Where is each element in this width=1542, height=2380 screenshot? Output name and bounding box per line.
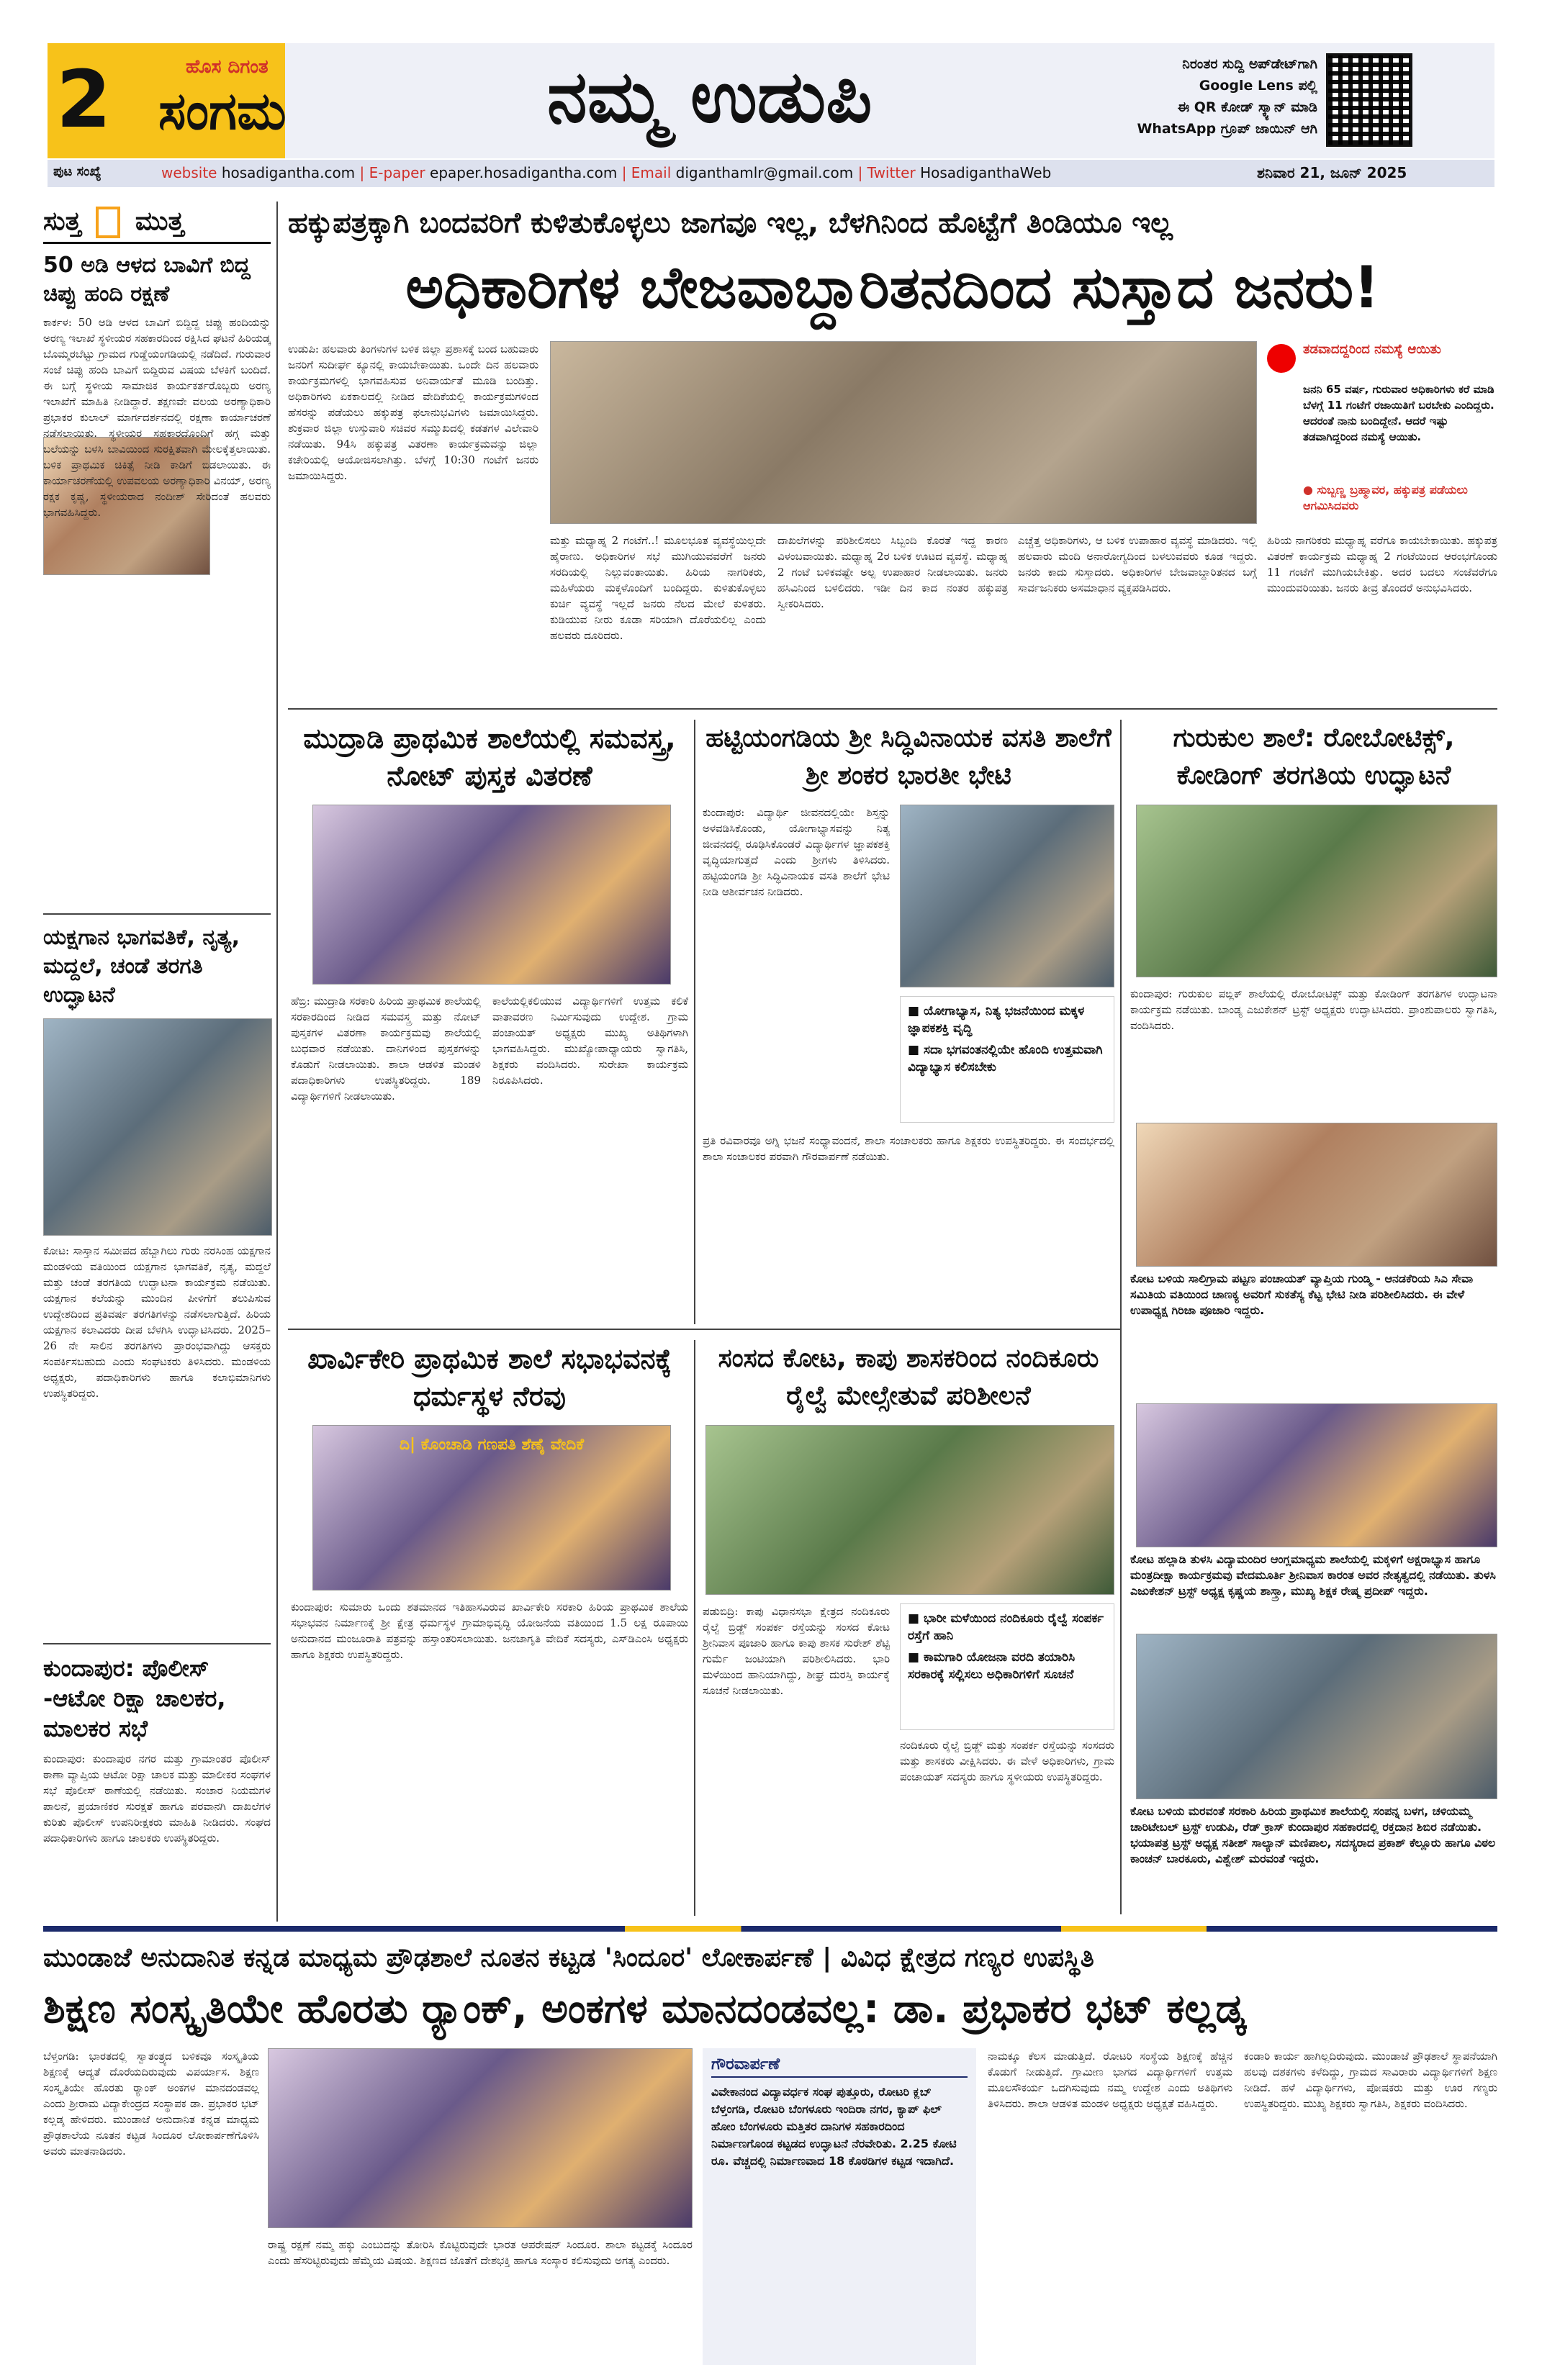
story-headline: 50 ಅಡಿ ಆಳದ ಬಾವಿಗೆ ಬಿದ್ದ ಚಿಪ್ಪು ಹಂದಿ ರಕ್ಷಣೆ <box>43 253 251 307</box>
info-box-title: ಗೌರವಾರ್ಪಣೆ <box>711 2055 968 2078</box>
highlight-text: ಭಾರೀ ಮಳೆಯಿಂದ ನಂದಿಕೂರು ರೈಲ್ವೆ ಸಂಪರ್ಕ ರಸ್ತೆಗೆ ಹಾನಿ <box>908 1611 1104 1643</box>
vodafone-icon <box>1267 344 1296 373</box>
story-body: ಪಡುಬಿದ್ರಿ: ಕಾಪು ವಿಧಾನಸಭಾ ಕ್ಷೇತ್ರದ ನಂದಿಕೂರು ರೈಲ್ವೆ ಬ್ರಿಡ್ಜ್ ಸಂಪರ್ಕ ರಸ್ತೆಯನ್ನು ಸಂಸದ ಕೋಟ ಶ್ರೀನಿವಾಸ ಪೂಜಾರಿ ಹಾಗೂ ಕಾಪು ಶಾಸಕ ಸುರೇಶ್ ಶೆಟ್ಟಿ ಗುರ್ಮೆ ಜಂಟಿಯಾಗಿ ಪರಿಶೀಲಿಸಿದರು. ಭಾರಿ ಮಳೆಯಿಂದ ಹಾನಿಯಾಗಿದ್ದು, ಶೀಘ್ರ ದುರಸ್ತಿ ಕಾರ್ಯಕ್ಕೆ ಸೂಚನೆ ನೀಡಲಾಯಿತು. <box>703 1605 890 1697</box>
story-body: ನಾಮಕ್ಕೂ ಕೆಲಸ ಮಾಡುತ್ತಿದೆ. ರೋಟರಿ ಸಂಸ್ಥೆಯ ಶಿಕ್ಷಣಕ್ಕೆ ಹೆಚ್ಚಿನ ಕೊಡುಗೆ ನೀಡುತ್ತಿದೆ. ಗ್ರಾಮೀಣ ಭಾಗದ ವಿದ್ಯಾರ್ಥಿಗಳಿಗೆ ಉತ್ತಮ ಮೂಲಸೌಕರ್ಯ ಒದಗಿಸುವುದು ನಮ್ಮ ಉದ್ದೇಶ ಎಂದು ಅತಿಥಿಗಳು ತಿಳಿಸಿದರು. ಶಾಲಾ ಆಡಳಿತ ಮಂಡಳಿ ಅಧ್ಯಕ್ಷರು ಅಧ್ಯಕ್ಷತೆ ವಹಿಸಿದ್ದರು. <box>988 2050 1232 2110</box>
story-body: ಬೆಳ್ತಂಗಡಿ: ಭಾರತದಲ್ಲಿ ಸ್ವಾತಂತ್ರ್ಯದ ಬಳಿಕವೂ ಸಂಸ್ಕೃತಿಯ ಶಿಕ್ಷಣಕ್ಕೆ ಆದ್ಯತೆ ದೊರೆಯದಿರುವುದು ವಿಪರ್ಯಾಸ. ಶಿಕ್ಷಣ ಸಂಸ್ಕೃತಿಯೇ ಹೊರತು ರ್‍ಯಾಂಕ್ ಅಂಕಗಳ ಮಾನದಂಡವಲ್ಲ ಎಂದು ಶ್ರೀರಾಮ ವಿದ್ಯಾಕೇಂದ್ರದ ಸಂಸ್ಥಾಪಕ ಡಾ. ಪ್ರಭಾಕರ ಭಟ್ ಕಲ್ಲಡ್ಕ ಹೇಳಿದರು. ಮುಂಡಾಜೆ ಅನುದಾನಿತ ಕನ್ನಡ ಮಾಧ್ಯಮ ಪ್ರೌಢಶಾಲೆಯ ನೂತನ ಕಟ್ಟಡ ಸಿಂದೂರ ಲೋಕಾರ್ಪಣೆಗೊಳಿಸಿ ಅವರು ಮಾತನಾಡಿದರು. <box>43 2050 259 2158</box>
lead-body-col4: ಎಚ್ಚೆತ್ತ ಅಧಿಕಾರಿಗಳು, ಆ ಬಳಿಕ ಉಪಾಹಾರ ವ್ಯವಸ್ಥೆ ಮಾಡಿದರು. ಇಲ್ಲಿ ಹಲವಾರು ಮಂದಿ ಅನಾರೋಗ್ಯದಿಂದ ಬಳಲುವವರು ಕೂಡ ಇದ್ದರು. ಜನರು ಕಾದು ಸುಸ್ತಾದರು. ಅಧಿಕಾರಿಗಳ ಬೇಜವಾಬ್ದಾರಿತನದ ಬಗ್ಗೆ ಸಾರ್ವಜನಿಕರು ಅಸಮಾಧಾನ ವ್ಯಕ್ತಪಡಿಸಿದರು. <box>1018 534 1257 594</box>
info-box-body: ವಿವೇಕಾನಂದ ವಿದ್ಯಾವರ್ಧಕ ಸಂಘ ಪುತ್ತೂರು, ರೋಟರಿ ಕ್ಲಬ್ ಬೆಳ್ತಂಗಡಿ, ರೋಟರಿ ಬೆಂಗಳೂರು ಇಂದಿರಾ ನಗರ, ಕ್ಯಾಪ್ ಫಿಲ್ ಹೋಂ ಬೆಂಗಳೂರು ಮತ್ತಿತರ ದಾನಿಗಳ ಸಹಕಾರದಿಂದ ನಿರ್ಮಾಣಗೊಂಡ ಕಟ್ಟಡದ ಉದ್ಘಾಟನೆ ನೆರವೇರಿತು. 2.25 ಕೋಟಿ ರೂ. ವೆಚ್ಚದಲ್ಲಿ ನಿರ್ಮಾಣವಾದ 18 ಕೊಠಡಿಗಳ ಕಟ್ಟಡ ಇದಾಗಿದೆ. <box>711 2085 957 2168</box>
story-body-cont <box>43 582 271 899</box>
quote-kicker: ತಡವಾದದ್ದರಿಂದ ನಮಸ್ಯೆ ಆಯಿತು <box>1303 342 1441 357</box>
epaper-label: E-paper <box>369 164 425 181</box>
story-photo <box>312 1425 671 1591</box>
highlight-box <box>900 1603 1114 1730</box>
email-label: Email <box>631 164 672 181</box>
issue-date: ಶನಿವಾರ 21, ಜೂನ್ 2025 <box>1257 164 1407 181</box>
lead-photo <box>550 341 1257 524</box>
lead-body-col1: ಉಡುಪಿ: ಹಲವಾರು ತಿಂಗಳುಗಳ ಬಳಿಕ ಜಿಲ್ಲಾ ಪ್ರಶಾಸಕ್ಕೆ ಬಂದ ಬಹುವಾರು ಜನರಿಗೆ ಸುದೀರ್ಘ ಕ್ಯೂನಲ್ಲಿ ಕಾಯಬೇಕಾಯಿತು. ಒಂದೇ ದಿನ ಹಲವಾರು ಕಾರ್ಯಕ್ರಮಗಳಲ್ಲಿ ಭಾಗವಹಿಸುವ ಅನಿವಾರ್ಯತೆ ಮೂಡಿ ಬಂದಿತ್ತು. ಅಧಿಕಾರಿಗಳು ಏಕಕಾಲದಲ್ಲಿ ನೀಡಿದ ವೇದಿಕೆಯಲ್ಲಿ ಕಾರ್ಯಕ್ರಮಗಳಿಂದ ಹೆಸರನ್ನು ಪಡೆಯಲು ಹಕ್ಕುಪತ್ರ ಫಲಾನುಭವಿಗಳು ಜಮಾಯಿಸಿದ್ದರು. ಶುಕ್ರವಾರ ಜಿಲ್ಲಾ ಉಸ್ತುವಾರಿ ಸಚಿವರ ಸಮ್ಮುಖದಲ್ಲಿ ಕಡತಗಳ ವಿಲೇವಾರಿ ನಡೆಯಿತು. 94ಸಿ ಹಕ್ಕುಪತ್ರ ವಿತರಣಾ ಕಾರ್ಯಕ್ರಮವನ್ನು ಜಿಲ್ಲಾ ಕಚೇರಿಯಲ್ಲಿ ಆಯೋಜಿಸಲಾಗಿತ್ತು. ಬೆಳಗ್ಗೆ 10:30 ಗಂಟೆಗೆ ಜನರು ಜಮಾಯಿಸಿದ್ದರು. <box>288 343 538 482</box>
promo-line: ನಿರಂತರ ಸುದ್ದಿ ಅಪ್‌ಡೇಟ್‌ಗಾಗಿ <box>1182 56 1317 72</box>
website-label: website <box>161 164 217 181</box>
section-label-a: ಸುತ್ತ <box>43 207 81 236</box>
info-links: website hosadigantha.com | E-paper epaper.hosadigantha.com | Email diganthamlr@gmail.com | Twitter HosadiganthaWeb <box>161 164 1052 181</box>
story-body: ಕಂಡಾರಿ ಕಾರ್ಯ ಹಾಗಿಲ್ಲದಿರುವುದು. ಮುಂಡಾಜೆ ಪ್ರೌಢಶಾಲೆ ಸ್ಥಾಪನೆಯಾಗಿ ಹಲವು ದಶಕಗಳು ಕಳೆದಿದ್ದು, ಗ್ರಾಮದ ಸಾವಿರಾರು ವಿದ್ಯಾರ್ಥಿಗಳಿಗೆ ಶಿಕ್ಷಣ ನೀಡಿದೆ. ಹಳೆ ವಿದ್ಯಾರ್ಥಿಗಳು, ಪೋಷಕರು ಮತ್ತು ಊರ ಗಣ್ಯರು ಉಪಸ್ಥಿತರಿದ್ದರು. ಮುಖ್ಯ ಶಿಕ್ಷಕರು ಸ್ವಾಗತಿಸಿ, ಶಿಕ್ಷಕರು ವಂದಿಸಿದರು. <box>1244 2050 1497 2110</box>
story-photo <box>900 805 1114 987</box>
photo-caption: ಕೋಟ ಹಲ್ಲಾಡಿ ತುಳಸಿ ವಿದ್ಯಾಮಂದಿರ ಆಂಗ್ಲಮಾಧ್ಯಮ ಶಾಲೆಯಲ್ಲಿ ಮಕ್ಕಳಿಗೆ ಅಕ್ಷರಾಭ್ಯಾಸ ಹಾಗೂ ಮಂತ್ರದೀಕ್ಷಾ ಕಾರ್ಯಕ್ರಮವು ವೇದಮೂರ್ತಿ ಶ್ರೀನಿವಾಸ ಕಾರಂತ ಅವರ ನೇತೃತ್ವದಲ್ಲಿ ನಡೆಯಿತು. ತುಳಸಿ ಎಜುಕೇಶನ್ ಟ್ರಸ್ಟ್ ಅಧ್ಯಕ್ಷ ಕೃಷ್ಣಯ ಶಾಸ್ತ್ರಾ, ಮುಖ್ಯ ಶಿಕ್ಷಕ ರೇಷ್ಮ ಪ್ರದೀಪ್ ಇದ್ದರು. <box>1130 1552 1496 1598</box>
story-body: ಕುಂದಾಪುರ: ವಿದ್ಯಾರ್ಥಿ ಜೀವನದಲ್ಲಿಯೇ ಶಿಸ್ತನ್ನು ಅಳವಡಿಸಿಕೊಂಡು, ಯೋಗಾಭ್ಯಾಸವನ್ನು ನಿತ್ಯ ಜೀವನದಲ್ಲಿ ರೂಢಿಸಿಕೊಂಡರೆ ವಿದ್ಯಾರ್ಥಿಗಳ ಜ್ಞಾಪಕಶಕ್ತಿ ವೃದ್ಧಿಯಾಗುತ್ತದೆ ಎಂದು ಶ್ರೀಗಳು ತಿಳಿಸಿದರು. ಹಟ್ಟಿಯಂಗಡಿ ಶ್ರೀ ಸಿದ್ಧಿವಿನಾಯಕ ವಸತಿ ಶಾಲೆಗೆ ಭೇಟಿ ನೀಡಿ ಆಶೀರ್ವಚನ ನೀಡಿದರು. <box>703 806 890 898</box>
highlight-item: ■ ಸದಾ ಭಗವಂತನಲ್ಲಿಯೇ ಹೊಂದಿ ಉತ್ತಮವಾಗಿ ವಿದ್ಯಾಭ್ಯಾಸ ಕಲಿಸಬೇಕು <box>908 1043 1103 1074</box>
highlight-item: ■ ಭಾರೀ ಮಳೆಯಿಂದ ನಂದಿಕೂರು ರೈಲ್ವೆ ಸಂಪರ್ಕ ರಸ್ತೆಗೆ ಹಾನಿ <box>908 1611 1104 1643</box>
story-body: ಕಾರ್ಕಳ: 50 ಅಡಿ ಆಳದ ಬಾವಿಗೆ ಬಿದ್ದಿದ್ದ ಚಿಪ್ಪು ಹಂದಿಯನ್ನು ಅರಣ್ಯ ಇಲಾಖೆ ಸ್ಥಳೀಯರ ಸಹಕಾರದಿಂದ ರಕ್ಷಿಸಿದ ಘಟನೆ ಹಿರಿಯಡ್ಕ ಬೊಮ್ಮರಬೆಟ್ಟು ಗ್ರಾಮದ ಗುಡ್ಡೆಯಂಗಡಿಯಲ್ಲಿ ನಡೆದಿದೆ. ಗುರುವಾರ ಸಂಜೆ ಚಿಪ್ಪು ಹಂದಿ ಬಾವಿಗೆ ಬಿದ್ದಿರುವ ವಿಷಯ ಬೆಳಕಿಗೆ ಬಂದಿದೆ. ಈ ಬಗ್ಗೆ ಸ್ಥಳೀಯ ಸಾಮಾಜಿಕ ಕಾರ್ಯಕರ್ತರೊಬ್ಬರು ಅರಣ್ಯ ಇಲಾಖೆಗೆ ಮಾಹಿತಿ ನೀಡಿದ್ದಾರೆ. ತಕ್ಷಣವೇ ವಲಯ ಅರಣ್ಯಾಧಿಕಾರಿ ಪ್ರಭಾಕರ ಕುಲಾಲ್ ಮಾರ್ಗದರ್ಶನದಲ್ಲಿ ರಕ್ಷಣಾ ಕಾರ್ಯಾಚರಣೆ ನಡೆಸಲಾಯಿತು. ಸ್ಥಳೀಯರ ಸಹಕಾರದೊಂದಿಗೆ ಹಗ್ಗ ಮತ್ತು ಬಲೆಯನ್ನು ಬಳಸಿ ಬಾವಿಯಿಂದ ಸುರಕ್ಷಿತವಾಗಿ ಮೇಲಕ್ಕೆತ್ತಲಾಯಿತು. ಬಳಿಕ ಪ್ರಾಥಮಿಕ ಚಿಕಿತ್ಸೆ ನೀಡಿ ಕಾಡಿಗೆ ಬಿಡಲಾಯಿತು. ಈ ಕಾರ್ಯಾಚರಣೆಯಲ್ಲಿ ಉಪವಲಯ ಅರಣ್ಯಾಧಿಕಾರಿ ವಿನಯ್, ಅರಣ್ಯ ರಕ್ಷಕ ಕೃಷ್ಣ, ಸ್ಥಳೀಯರಾದ ನಂದೀಶ್ ಸೇರಿದಂತೆ ಹಲವರು ಭಾಗವಹಿಸಿದ್ದರು. <box>43 316 271 519</box>
lead-kicker: ಹಕ್ಕುಪತ್ರಕ್ಕಾಗಿ ಬಂದವರಿಗೆ ಕುಳಿತುಕೊಳ್ಳಲು ಜಾಗವೂ ಇಲ್ಲ, ಬೆಳಗಿನಿಂದ ಹೊಟ್ಟೆಗೆ ತಿಂಡಿಯೂ ಇಲ್ಲ <box>288 207 1173 240</box>
highlight-text: ಕಾಮಗಾರಿ ಯೋಜನಾ ವರದಿ ತಯಾರಿಸಿ ಸರಕಾರಕ್ಕೆ ಸಲ್ಲಿಸಲು ಅಧಿಕಾರಿಗಳಿಗೆ ಸೂಚನೆ <box>908 1650 1076 1682</box>
story-headline: ಸಂಸದ ಕೋಟ, ಕಾಪು ಶಾಸಕರಿಂದ ನಂದಿಕೂರು ರೈಲ್ವೆ ಮೇಲ್ಸೇತುವೆ ಪರಿಶೀಲನೆ <box>718 1344 1099 1411</box>
column-divider <box>694 1340 695 1916</box>
story-photo <box>1136 1403 1497 1547</box>
row-divider <box>288 708 1497 710</box>
story-body: ಕಾಲೆಯಲ್ಲಿಕಲಿಯುವ ವಿದ್ಯಾರ್ಥಿಗಳಿಗೆ ಉತ್ತಮ ಕಲಿಕೆ ವಾತಾವರಣ ನಿರ್ಮಿಸುವುದು ಉದ್ದೇಶ. ಗ್ರಾಮ ಪಂಚಾಯತ್ ಅಧ್ಯಕ್ಷರು ಮುಖ್ಯ ಅತಿಥಿಗಳಾಗಿ ಭಾಗವಹಿಸಿದ್ದರು. ಮುಖ್ಯೋಪಾಧ್ಯಾಯರು ಸ್ವಾಗತಿಸಿ, ಶಿಕ್ಷಕರು ವಂದಿಸಿದರು. ಸುರೇಖಾ ಕಾರ್ಯಕ್ರಮ ನಿರೂಪಿಸಿದರು. <box>492 995 688 1087</box>
info-box <box>703 2048 976 2365</box>
highlight-box <box>900 996 1114 1123</box>
story-headline: ಮುದ್ರಾಡಿ ಪ್ರಾಥಮಿಕ ಶಾಲೆಯಲ್ಲಿ ಸಮವಸ್ತ್ರ, ನೋಟ್ ಪುಸ್ತಕ ವಿತರಣೆ <box>303 723 676 792</box>
highlight-item: ■ ಕಾಮಗಾರಿ ಯೋಜನಾ ವರದಿ ತಯಾರಿಸಿ ಸರಕಾರಕ್ಕೆ ಸಲ್ಲಿಸಲು ಅಧಿಕಾರಿಗಳಿಗೆ ಸೂಚನೆ <box>908 1650 1076 1682</box>
story-headline: ಯಕ್ಷಗಾನ ಭಾಗವತಿಕೆ, ನೃತ್ಯ, ಮದ್ದಲೆ, ಚಂಡೆ ತರಗತಿ ಉದ್ಘಾಟನೆ <box>43 913 271 1010</box>
story-headline: ಕುಂದಾಪುರ: ಪೊಲೀಸ್ -ಆಟೋ ರಿಕ್ಷಾ ಚಾಲಕರ, ಮಾಲಕರ ಸಭೆ <box>43 1643 271 1744</box>
brand-small: ಹೊಸ ದಿಗಂತ <box>186 56 269 78</box>
row-divider <box>288 1329 1120 1330</box>
section-label <box>43 202 271 244</box>
lead-headline: ಅಧಿಕಾರಿಗಳ ಬೇಜವಾಬ್ದಾರಿತನದಿಂದ ಸುಸ್ತಾದ ಜನರು! <box>405 254 1380 321</box>
story-headline: ಗುರುಕುಲ ಶಾಲೆ: ರೋಬೋಟಿಕ್ಸ್, ಕೋಡಿಂಗ್ ತರಗತಿಯ ಉದ್ಘಾಟನೆ <box>1173 723 1455 790</box>
epaper-link[interactable]: epaper.hosadigantha.com <box>430 164 618 181</box>
photo-caption: ಕೋಟ ಬಳಿಯ ಮರವಂತೆ ಸರಕಾರಿ ಹಿರಿಯ ಪ್ರಾಥಮಿಕ ಶಾಲೆಯಲ್ಲಿ ಸಂಪನ್ನ ಬಳಗ, ಚಳಿಯಮ್ಮ ಚಾರಿಟೇಬಲ್ ಟ್ರಸ್ಟ್ ಉಡುಪಿ, ರೆಡ್ ಕ್ರಾಸ್ ಕುಂದಾಪುರ ಸಹಕಾರದಲ್ಲಿ ರಕ್ತದಾನ ಶಿಬಿರ ನಡೆಯಿತು. ಭಯಾಪತ್ರ ಟ್ರಸ್ಟ್ ಅಧ್ಯಕ್ಷ ಸತೀಶ್ ಸಾಲ್ಯಾನ್ ಮಣಿಪಾಲ, ಸದಸ್ಯರಾದ ಪ್ರಕಾಶ್ ಕೆಲ್ಲೂರು ಹಾಗೂ ವಿಠಲ ಕಾಂಚನ್ ಬಾರಕೂರು, ವಿಶ್ವೇಶ್ ಮರವಂತೆ ಇದ್ದರು. <box>1130 1804 1496 1865</box>
story-body: ಕುಂದಾಪುರ: ಗುರುಕುಲ ಪಬ್ಲಿಕ್ ಶಾಲೆಯಲ್ಲಿ ರೋಬೋಟಿಕ್ಸ್ ಮತ್ತು ಕೋಡಿಂಗ್ ತರಗತಿಗಳ ಉದ್ಘಾಟನಾ ಕಾರ್ಯಕ್ರಮ ನಡೆಯಿತು. ಬಾಂಡ್ಯ ಎಜುಕೇಶನ್ ಟ್ರಸ್ಟ್ ಅಧ್ಯಕ್ಷರು ಉದ್ಘಾಟಿಸಿದರು. ಪ್ರಾಂಶುಪಾಲರು ಸ್ವಾಗತಿಸಿ, ವಂದಿಸಿದರು. <box>1130 987 1497 1032</box>
bottom-headline: ಶಿಕ್ಷಣ ಸಂಸ್ಕೃತಿಯೇ ಹೊರತು ರ್‍ಯಾಂಕ್, ಅಂಕಗಳ ಮಾನದಂಡವಲ್ಲ: ಡಾ. ಪ್ರಭಾಕರ ಭಟ್ ಕಲ್ಲಡ್ಕ <box>43 1986 1245 2032</box>
highlight-item: ■ ಯೋಗಾಭ್ಯಾಸ, ನಿತ್ಯ ಭಜನೆಯಿಂದ ಮಕ್ಕಳ ಜ್ಞಾಪಕಶಕ್ತಿ ವೃದ್ಧಿ <box>908 1004 1085 1036</box>
page-label: ಪುಟ ಸಂಖ್ಯೆ <box>53 164 102 179</box>
column-divider <box>276 202 278 1922</box>
promo-line: Google Lens ಪಲ್ಲಿ <box>1199 78 1317 94</box>
highlight-text: ಯೋಗಾಭ್ಯಾಸ, ನಿತ್ಯ ಭಜನೆಯಿಂದ ಮಕ್ಕಳ ಜ್ಞಾಪಕಶಕ್ತಿ ವೃದ್ಧಿ <box>908 1004 1085 1036</box>
quote-attribution-text: ಸುಬ್ಬಣ್ಣ ಬ್ರಹ್ಮಾವರ, ಹಕ್ಕುಪತ್ರ ಪಡೆಯಲು ಆಗಮಿಸಿದವರು <box>1303 483 1468 512</box>
lead-body-col3: ದಾಖಲೆಗಳನ್ನು ಪರಿಶೀಲಿಸಲು ಸಿಬ್ಬಂದಿ ಕೊರತೆ ಇದ್ದ ಕಾರಣ ವಿಳಂಬವಾಯಿತು. ಮಧ್ಯಾಹ್ನ 2ರ ಬಳಿಕ ಊಟದ ವ್ಯವಸ್ಥೆ. ಮಧ್ಯಾಹ್ನ 2 ಗಂಟೆ ಬಳಿಕವಷ್ಟೇ ಅಲ್ಪ ಉಪಾಹಾರ ನೀಡಲಾಯಿತು. ಜನರು ಹಸಿವಿನಿಂದ ಬಳಲಿದರು. ಇಡೀ ದಿನ ಕಾದ ನಂತರ ಹಕ್ಕುಪತ್ರ ಸ್ವೀಕರಿಸಿದರು. <box>777 534 1008 610</box>
story-photo <box>705 1425 1114 1595</box>
story-body: ಕೋಟ: ಸಾಸ್ತಾನ ಸಮೀಪದ ಹೆಬ್ಬಾಗಿಲು ಗುರು ನರಸಿಂಹ ಯಕ್ಷಗಾನ ಮಂಡಳಿಯ ವತಿಯಿಂದ ಯಕ್ಷಗಾನ ಭಾಗವತಿಕೆ, ನೃತ್ಯ, ಮದ್ದಲೆ ಮತ್ತು ಚಂಡೆ ತರಗತಿಯ ಉದ್ಘಾಟನಾ ಕಾರ್ಯಕ್ರಮ ನಡೆಯಿತು. ಯಕ್ಷಗಾನ ಕಲೆಯನ್ನು ಮುಂದಿನ ಪೀಳಿಗೆಗೆ ತಲುಪಿಸುವ ಉದ್ದೇಶದಿಂದ ಪ್ರತಿವರ್ಷ ತರಗತಿಗಳನ್ನು ನಡೆಸಲಾಗುತ್ತಿದೆ. ಹಿರಿಯ ಯಕ್ಷಗಾನ ಕಲಾವಿದರು ದೀಪ ಬೆಳಗಿಸಿ ಉದ್ಘಾಟಿಸಿದರು. 2025–26 ನೇ ಸಾಲಿನ ತರಗತಿಗಳು ಪ್ರಾರಂಭವಾಗಿದ್ದು ಆಸಕ್ತರು ಸಂಪರ್ಕಿಸಬಹುದು ಎಂದು ಸಂಘಟಕರು ತಿಳಿಸಿದರು. ಮಂಡಳಿಯ ಅಧ್ಯಕ್ಷರು, ಪದಾಧಿಕಾರಿಗಳು ಹಾಗೂ ಕಲಾಭಿಮಾನಿಗಳು ಉಪಸ್ಥಿತರಿದ್ದರು. <box>43 1244 271 1400</box>
quote-body: ಜನನಿ 65 ವರ್ಷ, ಗುರುವಾರ ಅಧಿಕಾರಿಗಳು ಕರೆ ಮಾಡಿ ಬೆಳಗ್ಗೆ 11 ಗಂಟೆಗೆ ರಜಾಯಿತಿಗೆ ಬರಬೇಕು ಎಂದಿದ್ದರು. ಆದರಂತೆ ನಾನು ಬಂದಿದ್ದೇನೆ. ಆದರೆ ಇಷ್ಟು ತಡವಾಗಿದ್ದರಿಂದ ನಮಸ್ಯೆ ಆಯಿತು. <box>1303 383 1494 443</box>
quote-box <box>1267 341 1497 524</box>
story-headline: ಹಟ್ಟಿಯಂಗಡಿಯ ಶ್ರೀ ಸಿದ್ಧಿವಿನಾಯಕ ವಸತಿ ಶಾಲೆಗೆ ಶ್ರೀ ಶಂಕರ ಭಾರತೀ ಭೇಟಿ <box>705 723 1112 790</box>
column-divider <box>694 720 695 1324</box>
twitter-label: Twitter <box>867 164 916 181</box>
story-body: ನಂದಿಕೂರು ರೈಲ್ವೆ ಬ್ರಿಡ್ಜ್ ಮತ್ತು ಸಂಪರ್ಕ ರಸ್ತೆಯನ್ನು ಸಂಸದರು ಮತ್ತು ಶಾಸಕರು ವೀಕ್ಷಿಸಿದರು. ಈ ವೇಳೆ ಅಧಿಕಾರಿಗಳು, ಗ್ರಾಮ ಪಂಚಾಯತ್ ಸದಸ್ಯರು ಹಾಗೂ ಸ್ಥಳೀಯರು ಉಪಸ್ಥಿತರಿದ್ದರು. <box>900 1739 1114 1783</box>
lead-body-col2: ಮತ್ತು ಮಧ್ಯಾಹ್ನ 2 ಗಂಟೆಗೆ..! ಮೂಲಭೂತ ವ್ಯವಸ್ಥೆಯಿಲ್ಲದೇ ಹೈರಾಣು. ಅಧಿಕಾರಿಗಳ ಸಭೆ ಮುಗಿಯುವವರೆಗೆ ಜನರು ಸರದಿಯಲ್ಲಿ ನಿಲ್ಲುವಂತಾಯಿತು. ಹಿರಿಯ ನಾಗರಿಕರು, ಮಹಿಳೆಯರು ಮಕ್ಕಳೊಂದಿಗೆ ಬಂದಿದ್ದರು. ಕುಳಿತುಕೊಳ್ಳಲು ಕುರ್ಚಿ ವ್ಯವಸ್ಥೆ ಇಲ್ಲದೆ ಜನರು ನೆಲದ ಮೇಲೆ ಕುಳಿತರು. ಕುಡಿಯುವ ನೀರು ಕೂಡಾ ಸರಿಯಾಗಿ ದೊರೆಯಲಿಲ್ಲ ಎಂದು ಹಲವರು ದೂರಿದರು. <box>550 534 766 642</box>
story-photo <box>1136 1123 1497 1267</box>
bottom-kicker: ಮುಂಡಾಜೆ ಅನುದಾನಿತ ಕನ್ನಡ ಮಾಧ್ಯಮ ಪ್ರೌಢಶಾಲೆ ನೂತನ ಕಟ್ಟಡ 'ಸಿಂದೂರ' ಲೋಕಾರ್ಪಣೆ | ವಿವಿಧ ಕ್ಷೇತ್ರದ ಗಣ್ಯರ ಉಪಸ್ಥಿತಿ <box>43 1943 1094 1973</box>
story-body: ಪ್ರತಿ ರವಿವಾರವೂ ಅಗ್ನಿ ಭಜನೆ ಸಂಧ್ಯಾವಂದನೆ, ಶಾಲಾ ಸಂಚಾಲಕರು ಹಾಗೂ ಶಿಕ್ಷಕರು ಉಪಸ್ಥಿತರಿದ್ದರು. ಈ ಸಂದರ್ಭದಲ್ಲಿ ಶಾಲಾ ಸಂಚಾಲಕರ ಪರವಾಗಿ ಗೌರವಾರ್ಪಣೆ ನಡೆಯಿತು. <box>703 1134 1114 1163</box>
website-link[interactable]: hosadigantha.com <box>221 164 356 181</box>
promo-line: ಈ QR ಕೋಡ್ ಸ್ಕ್ಯಾನ್ ಮಾಡಿ <box>1177 99 1317 115</box>
story-body: ರಾಷ್ಟ್ರ ರಕ್ಷಣೆ ನಮ್ಮ ಹಕ್ಕು ಎಂಬುದನ್ನು ತೋರಿಸಿ ಕೊಟ್ಟಿರುವುದೇ ಭಾರತ ಆಪರೇಷನ್ ಸಿಂದೂರ. ಶಾಲಾ ಕಟ್ಟಡಕ್ಕೆ ಸಿಂದೂರ ಎಂದು ಹೆಸರಿಟ್ಟಿರುವುದು ಹೆಮ್ಮೆಯ ವಿಷಯ. ಶಿಕ್ಷಣದ ಜೊತೆಗೆ ದೇಶಭಕ್ತಿ ಹಾಗೂ ಸಂಸ್ಕಾರ ಕಲಿಸುವುದು ಅಗತ್ಯ ಎಂದರು. <box>268 2238 693 2267</box>
photo-banner: ದಿ| ಕೊಂಚಾಡಿ ಗಣಪತಿ ಶೆಣೈ ವೇದಿಕೆ <box>399 1436 585 1454</box>
qr-code[interactable] <box>1326 53 1412 147</box>
book-icon <box>96 207 120 238</box>
story-photo <box>312 805 671 985</box>
highlight-text: ಸದಾ ಭಗವಂತನಲ್ಲಿಯೇ ಹೊಂದಿ ಉತ್ತಮವಾಗಿ ವಿದ್ಯಾಭ್ಯಾಸ ಕಲಿಸಬೇಕು <box>908 1043 1103 1074</box>
section-label-b: ಮುತ್ತ <box>135 207 184 236</box>
promo-box <box>1109 53 1317 140</box>
section-title: ನಮ್ಮ ಉಡುಪಿ <box>547 55 873 139</box>
page-number: 2 <box>56 53 112 145</box>
quote-attribution: ● ಸುಬ್ಬಣ್ಣ ಬ್ರಹ್ಮಾವರ, ಹಕ್ಕುಪತ್ರ ಪಡೆಯಲು ಆಗಮಿಸಿದವರು <box>1303 483 1468 512</box>
story-photo <box>1136 805 1497 977</box>
left-column <box>43 202 271 1914</box>
story-photo <box>268 2048 693 2228</box>
story-photo <box>1136 1634 1497 1799</box>
color-divider <box>43 1926 1497 1932</box>
twitter-link[interactable]: HosadiganthaWeb <box>920 164 1052 181</box>
story-body: ಹೆಬ್ರಿ: ಮುದ್ರಾಡಿ ಸರಕಾರಿ ಹಿರಿಯ ಪ್ರಾಥಮಿಕ ಶಾಲೆಯಲ್ಲಿ ಸರಕಾರದಿಂದ ನೀಡಿದ ಸಮವಸ್ತ್ರ ಮತ್ತು ನೋಟ್ ಪುಸ್ತಕಗಳ ವಿತರಣಾ ಕಾರ್ಯಕ್ರಮವು ಶಾಲೆಯಲ್ಲಿ ಬುಧವಾರ ನಡೆಯಿತು. ದಾನಿಗಳಿಂದ ಪುಸ್ತಕಗಳನ್ನು ಕೊಡುಗೆ ನೀಡಲಾಯಿತು. ಶಾಲಾ ಆಡಳಿತ ಮಂಡಳಿ ಪದಾಧಿಕಾರಿಗಳು ಉಪಸ್ಥಿತರಿದ್ದರು. 189 ವಿದ್ಯಾರ್ಥಿಗಳಿಗೆ ನೀಡಲಾಯಿತು. <box>291 995 481 1103</box>
story-headline: ಖಾರ್ವಿಕೇರಿ ಪ್ರಾಥಮಿಕ ಶಾಲೆ ಸಭಾಭವನಕ್ಕೆ ಧರ್ಮಸ್ಥಳ ನೆರವು <box>307 1343 672 1412</box>
photo-caption: ಕೋಟ ಬಳಿಯ ಸಾಲಿಗ್ರಾಮ ಪಟ್ಟಣ ಪಂಚಾಯತ್ ವ್ಯಾಪ್ತಿಯ ಗುಂಡ್ಮಿ - ಆನಡಕೆರಿಯ ಸಿಎ ಸೇವಾ ಸಮಿತಿಯ ವತಿಯಿಂದ ಚಾಣಕ್ಯ ಅವರಿಗೆ ಸುಕತೆಸ್ಯ ಕೆಟ್ಟ ಭೇಟಿ ನೀಡಿ ಪರಿಶೀಲಿಸಿದರು. ಈ ವೇಳೆ ಉಪಾಧ್ಯಕ್ಷ ಗಿರಿಜಾ ಪೂಜಾರಿ ಇದ್ದರು. <box>1130 1272 1474 1317</box>
email-link[interactable]: diganthamlr@gmail.com <box>675 164 854 181</box>
column-divider <box>1120 720 1122 1914</box>
story-body: ಕುಂದಾಪುರ: ಸುಮಾರು ಒಂದು ಶತಮಾನದ ಇತಿಹಾಸವಿರುವ ಖಾರ್ವಿಕೇರಿ ಸರಕಾರಿ ಹಿರಿಯ ಪ್ರಾಥಮಿಕ ಶಾಲೆಯ ಸಭಾಭವನ ನಿರ್ಮಾಣಕ್ಕೆ ಶ್ರೀ ಕ್ಷೇತ್ರ ಧರ್ಮಸ್ಥಳ ಗ್ರಾಮಾಭಿವೃದ್ಧಿ ಯೋಜನೆಯ ವತಿಯಿಂದ 1.5 ಲಕ್ಷ ರೂಪಾಯಿ ಅನುದಾನದ ಮಂಜೂರಾತಿ ಪತ್ರವನ್ನು ಹಸ್ತಾಂತರಿಸಲಾಯಿತು. ಜನಜಾಗೃತಿ ವೇದಿಕೆ ಸದಸ್ಯರು, ಎಸ್‌ಡಿಎಂಸಿ ಅಧ್ಯಕ್ಷರು ಹಾಗೂ ಶಿಕ್ಷಕರು ಉಪಸ್ಥಿತರಿದ್ದರು. <box>291 1601 688 1661</box>
story-body: ಕುಂದಾಪುರ: ಕುಂದಾಪುರ ನಗರ ಮತ್ತು ಗ್ರಾಮಾಂತರ ಪೊಲೀಸ್ ಠಾಣಾ ವ್ಯಾಪ್ತಿಯ ಆಟೋ ರಿಕ್ಷಾ ಚಾಲಕ ಮತ್ತು ಮಾಲೀಕರ ಸಂಘಗಳ ಸಭೆ ಪೊಲೀಸ್ ಠಾಣೆಯಲ್ಲಿ ನಡೆಯಿತು. ಸಂಚಾರ ನಿಯಮಗಳ ಪಾಲನೆ, ಪ್ರಯಾಣಿಕರ ಸುರಕ್ಷತೆ ಹಾಗೂ ಪರವಾನಗಿ ದಾಖಲೆಗಳ ಕುರಿತು ಪೊಲೀಸ್ ಉಪನಿರೀಕ್ಷಕರು ಮಾಹಿತಿ ನೀಡಿದರು. ಸಂಘದ ಪದಾಧಿಕಾರಿಗಳು ಹಾಗೂ ಚಾಲಕರು ಉಪಸ್ಥಿತರಿದ್ದರು. <box>43 1752 271 1845</box>
promo-line: WhatsApp ಗ್ರೂಪ್ ಜಾಯಿನ್ ಆಗಿ <box>1137 121 1317 137</box>
story-photo <box>43 1018 272 1236</box>
brand-title: ಸಂಗಮ <box>158 81 287 141</box>
lead-body-col5: ಹಿರಿಯ ನಾಗರಿಕರು ಮಧ್ಯಾಹ್ನ ವರೆಗೂ ಕಾಯಬೇಕಾಯಿತು. ಹಕ್ಕುಪತ್ರ ವಿತರಣೆ ಕಾರ್ಯಕ್ರಮ ಮಧ್ಯಾಹ್ನ 2 ಗಂಟೆಯಿಂದ ಆರಂಭಗೊಂಡು 11 ಗಂಟೆಗೆ ಮುಗಿಯಬೇಕಿತ್ತು. ಅದರ ಬದಲು ಸಂಜೆವರೆಗೂ ಮುಂದುವರಿಯಿತು. ಜನರು ತೀವ್ರ ತೊಂದರೆ ಅನುಭವಿಸಿದರು. <box>1267 534 1497 594</box>
